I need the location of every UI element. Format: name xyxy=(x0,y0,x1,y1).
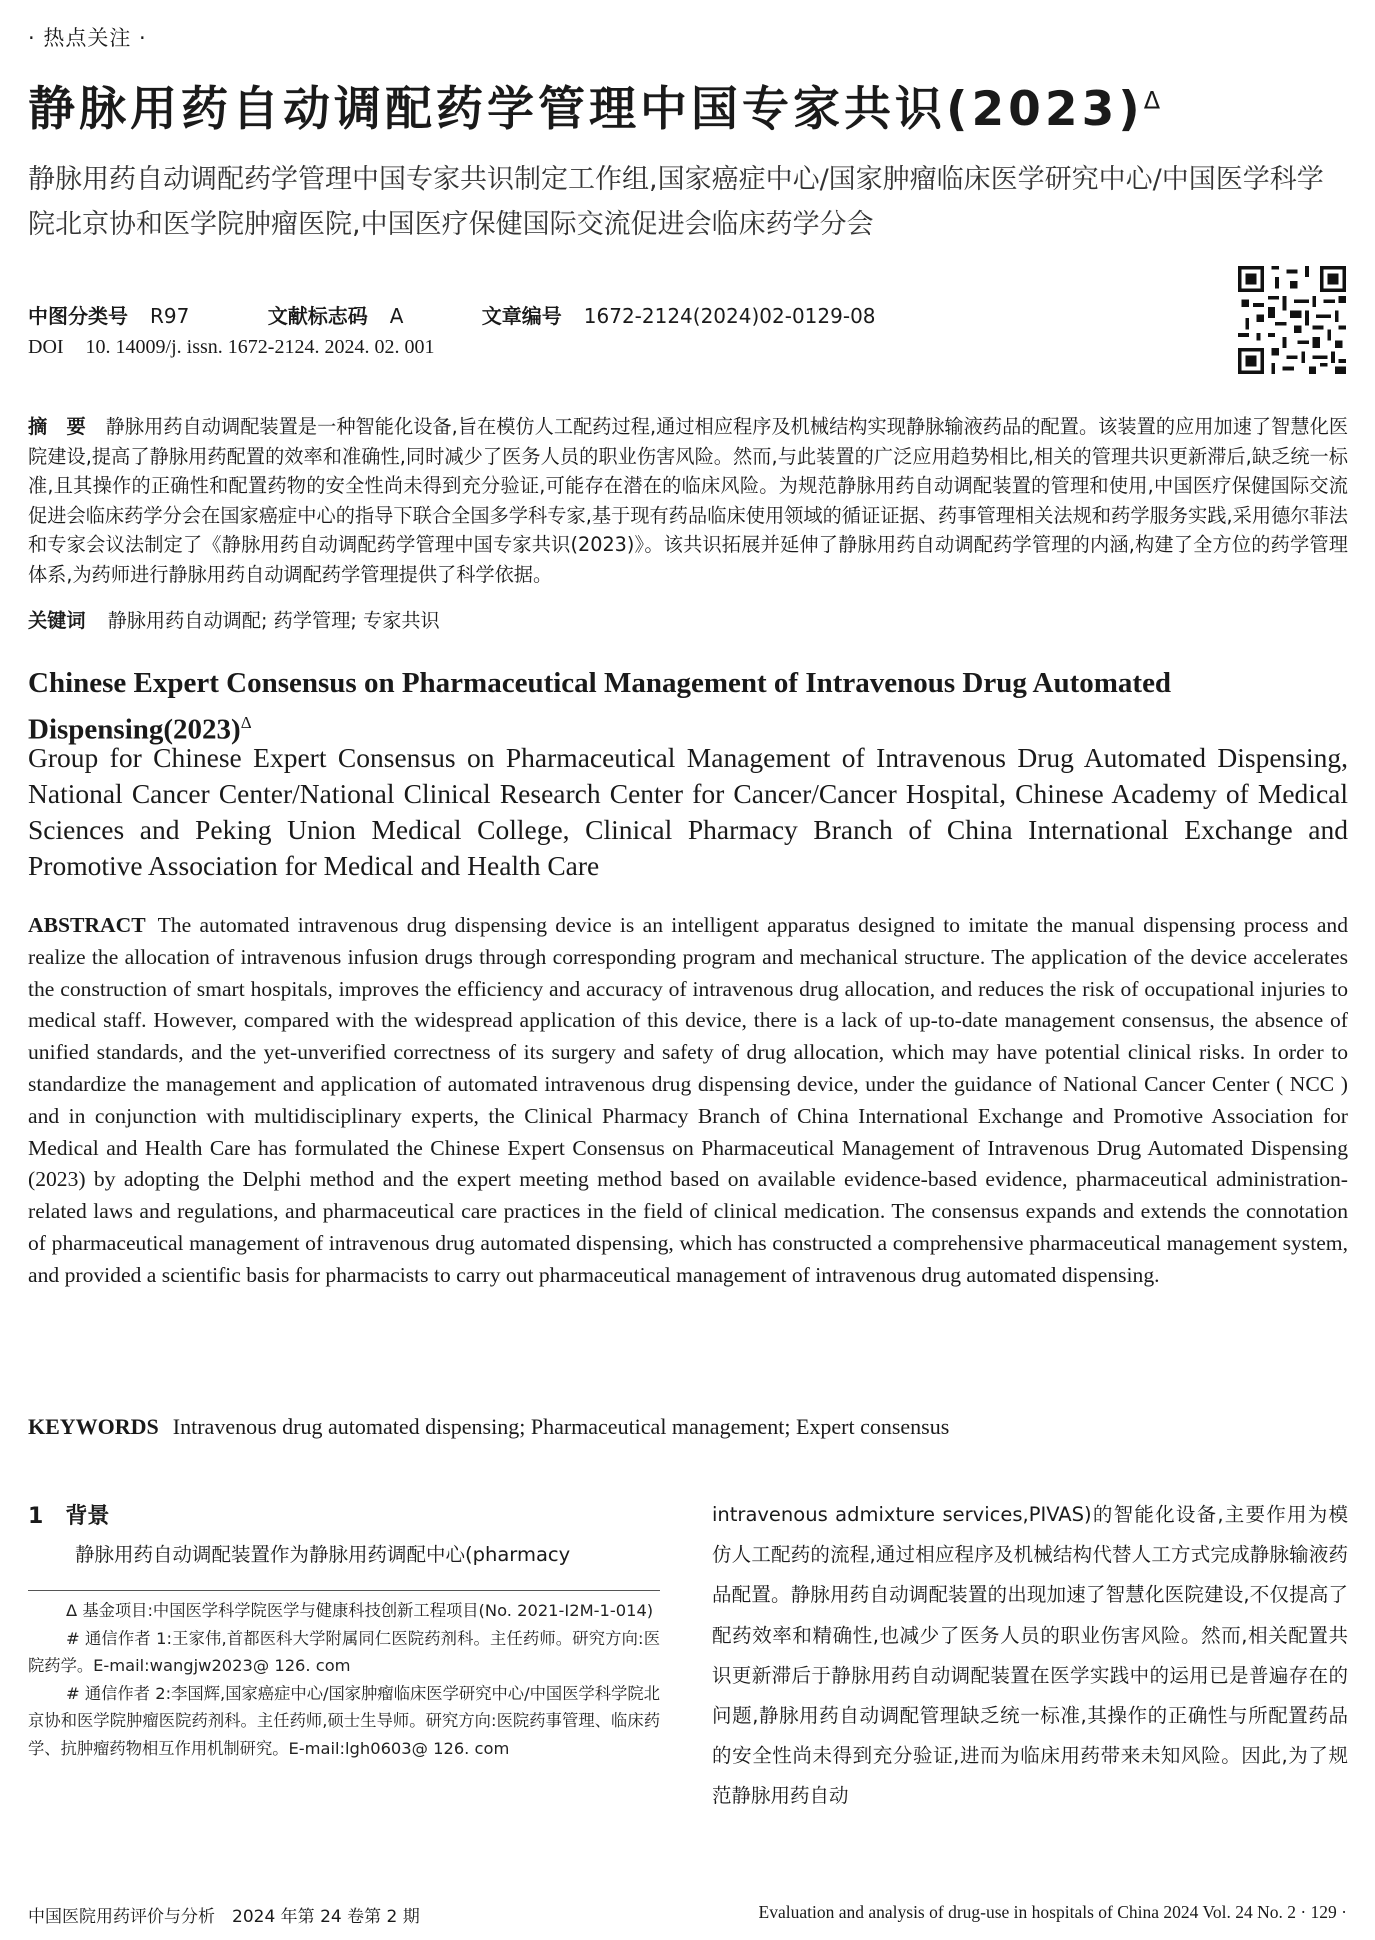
footer-journal-cn: 中国医院用药评价与分析 2024 年第 24 卷第 2 期 xyxy=(28,1907,420,1927)
doc-code-label: 文献标志码 xyxy=(267,304,368,328)
article-title-cn xyxy=(28,72,1164,139)
footer-journal-en: Evaluation and analysis of drug-use in hospitals of China 2024 Vol. 24 No. 2 · 129 · xyxy=(758,1902,1347,1922)
section-title: 背景 xyxy=(65,1504,110,1529)
footnote-divider xyxy=(28,1590,660,1591)
meta-row-doi xyxy=(28,336,434,359)
abstract-cn-label: 摘 要 xyxy=(28,415,86,438)
clc-value: R97 xyxy=(150,304,190,328)
title-en-funding-mark: Δ xyxy=(240,713,252,732)
abstract-cn-text: 静脉用药自动调配装置是一种智能化设备,旨在模仿人工配药过程,通过相应程序及机械结构实现静脉输液药品的配置。该装置的应用加速了智慧化医院建设,提高了静脉用药配置的效率和准确性,同时减少了医务人员的职业伤害风险。然而,与此装置的广泛应用趋势相比,相关的管理共识更新滞后,缺乏统一标准,且其操作的正确性和配置药物的安全性尚未得到充分验证,可能存在潜在的临床风险。为规范静脉用药自动调配装置的管理和使用,中国医疗保健国际交流促进会临床药学分会在国家癌症中心的指导下联合全国多学科专家,基于现有药品临床使用领域的循证证据、药事管理相关法规和药学服务实践,采用德尔菲法和专家会议法制定了《静脉用药自动调配药学管理中国专家共识(2023)》。该共识拓展并延伸了静脉用药自动调配药学管理的内涵,构建了全方位的药学管理体系,为药师进行静脉用药自动调配药学管理提供了科学依据。 xyxy=(28,415,1349,586)
footnotes xyxy=(28,1597,660,1763)
authors-en: Group for Chinese Expert Consensus on Pharmaceutical Management of Intravenous Drug Automated Dispensing, National Cancer Center/National Clinical Research Center for Cancer/Cancer Hospital, Chinese Academy of Medical Sciences and Peking Union Medical College, Clinical Pharmacy Branch of China International Exchange and Promotive Association for Medical and Health Care xyxy=(28,742,1348,881)
title-funding-mark: Δ xyxy=(1143,86,1165,115)
body-paragraph-right: intravenous admixture services,PIVAS)的智能化设备,主要作用为模仿人工配药的流程,通过相应程序及机械结构代替人工方式完成静脉输液药品配置。静脉用药自动调配装置的出现加速了智慧化医院建设,不仅提高了配药效率和精确性,也减少了医务人员的职业伤害风险。然而,相关配置共识更新滞后于静脉用药自动调配装置在医学实践中的运用已是普遍存在的问题,静脉用药自动调配管理缺乏统一标准,其操作的正确性与所配置药品的安全性尚未得到充分验证,进而为临床用药带来未知风险。因此,为了规范静脉用药自动 xyxy=(712,1503,1348,1808)
body-paragraph-left: 静脉用药自动调配装置作为静脉用药调配中心(pharmacy xyxy=(75,1543,571,1566)
section-heading xyxy=(28,1499,109,1530)
doc-code-value: A xyxy=(389,304,404,328)
qr-code-icon xyxy=(1238,266,1346,374)
title-cn-text: 静脉用药自动调配药学管理中国专家共识(2023) xyxy=(28,82,1144,137)
doi-label: DOI xyxy=(28,336,64,358)
abstract-cn xyxy=(28,412,1348,589)
abstract-en-text: The automated intravenous drug dispensing device is an intelligent apparatus designed to imitate the manual dispensing process and realize the allocation of intravenous infusion drugs through corresponding program and mechanical structure. The application of the device accelerates the construction of smart hospitals, improves the efficiency and accuracy of intravenous drug allocation, and reduces the risk of occupational injuries to medical staff. However, compared with the widespread application of this device, there is a lack of up-to-date management consensus, the absence of unified standards, and the yet-unverified correctness of its surgery and safety of drug allocation, which may have potential clinical risks. In order to standardize the management and application of automated intravenous drug dispensing device, under the guidance of National Cancer Center ( NCC ) and in conjunction with multidisciplinary experts, the Clinical Pharmacy Branch of China International Exchange and Promotive Association for Medical and Health Care has formulated the Chinese Expert Consensus on Pharmaceutical Management of Intravenous Drug Automated Dispensing (2023) by adopting the Delphi method and the expert meeting method based on available evidence-based evidence, pharmaceutical administration-related laws and regulations, and pharmaceutical care practices in the field of clinical medication. The consensus expands and extends the connotation of pharmaceutical management of intravenous drug automated dispensing, which has constructed a comprehensive pharmaceutical management system, and provided a scientific basis for pharmacists to carry out pharmaceutical management of intravenous drug automated dispensing. xyxy=(28,913,1348,1287)
clc-label: 中图分类号 xyxy=(28,304,128,328)
section-tag: · 热点关注 · xyxy=(28,26,147,50)
footnote-corresponding-2: # 通信作者 2:李国辉,国家癌症中心/国家肿瘤临床医学研究中心/中国医学科学院北京协和医学院肿瘤医院药剂科。主任药师,硕士生导师。研究方向:医院药事管理、临床药学、抗肿瘤药物相互作用机制研究。E-mail:lgh0603@ 126. com xyxy=(28,1683,660,1758)
article-no-label: 文章编号 xyxy=(481,304,562,328)
article-title-en xyxy=(28,664,1348,750)
title-en-text: Chinese Expert Consensus on Pharmaceutical Management of Intravenous Drug Automated Dispensing(2023) xyxy=(28,667,1172,746)
abstract-en-label: ABSTRACT xyxy=(28,913,146,937)
keywords-en xyxy=(28,1414,949,1440)
meta-row-classification xyxy=(28,300,876,329)
authors-cn: 静脉用药自动调配药学管理中国专家共识制定工作组,国家癌症中心/国家肿瘤临床医学研究中心/中国医学科学院北京协和医学院肿瘤医院,中国医疗保健国际交流促进会临床药学分会 xyxy=(28,164,1324,240)
section-number: 1 xyxy=(28,1504,44,1529)
body-column-right xyxy=(712,1495,1348,1817)
abstract-en xyxy=(28,910,1348,1292)
keywords-cn-label: 关键词 xyxy=(28,609,86,632)
keywords-cn-text: 静脉用药自动调配; 药学管理; 专家共识 xyxy=(107,609,440,632)
article-no-value: 1672-2124(2024)02-0129-08 xyxy=(583,304,876,328)
footnote-corresponding-1: # 通信作者 1:王家伟,首都医科大学附属同仁医院药剂科。主任药师。研究方向:医院药学。E-mail:wangjw2023@ 126. com xyxy=(28,1628,660,1676)
doi-value: 10. 14009/j. issn. 1672-2124. 2024. 02. 001 xyxy=(85,336,435,358)
keywords-en-label: KEYWORDS xyxy=(28,1414,159,1439)
keywords-cn xyxy=(28,606,440,633)
keywords-en-text: Intravenous drug automated dispensing; Pharmaceutical management; Expert consensus xyxy=(172,1414,950,1439)
footnote-funding: Δ 基金项目:中国医学科学院医学与健康科技创新工程项目(No. 2021-I2M-1-014) xyxy=(66,1601,654,1620)
